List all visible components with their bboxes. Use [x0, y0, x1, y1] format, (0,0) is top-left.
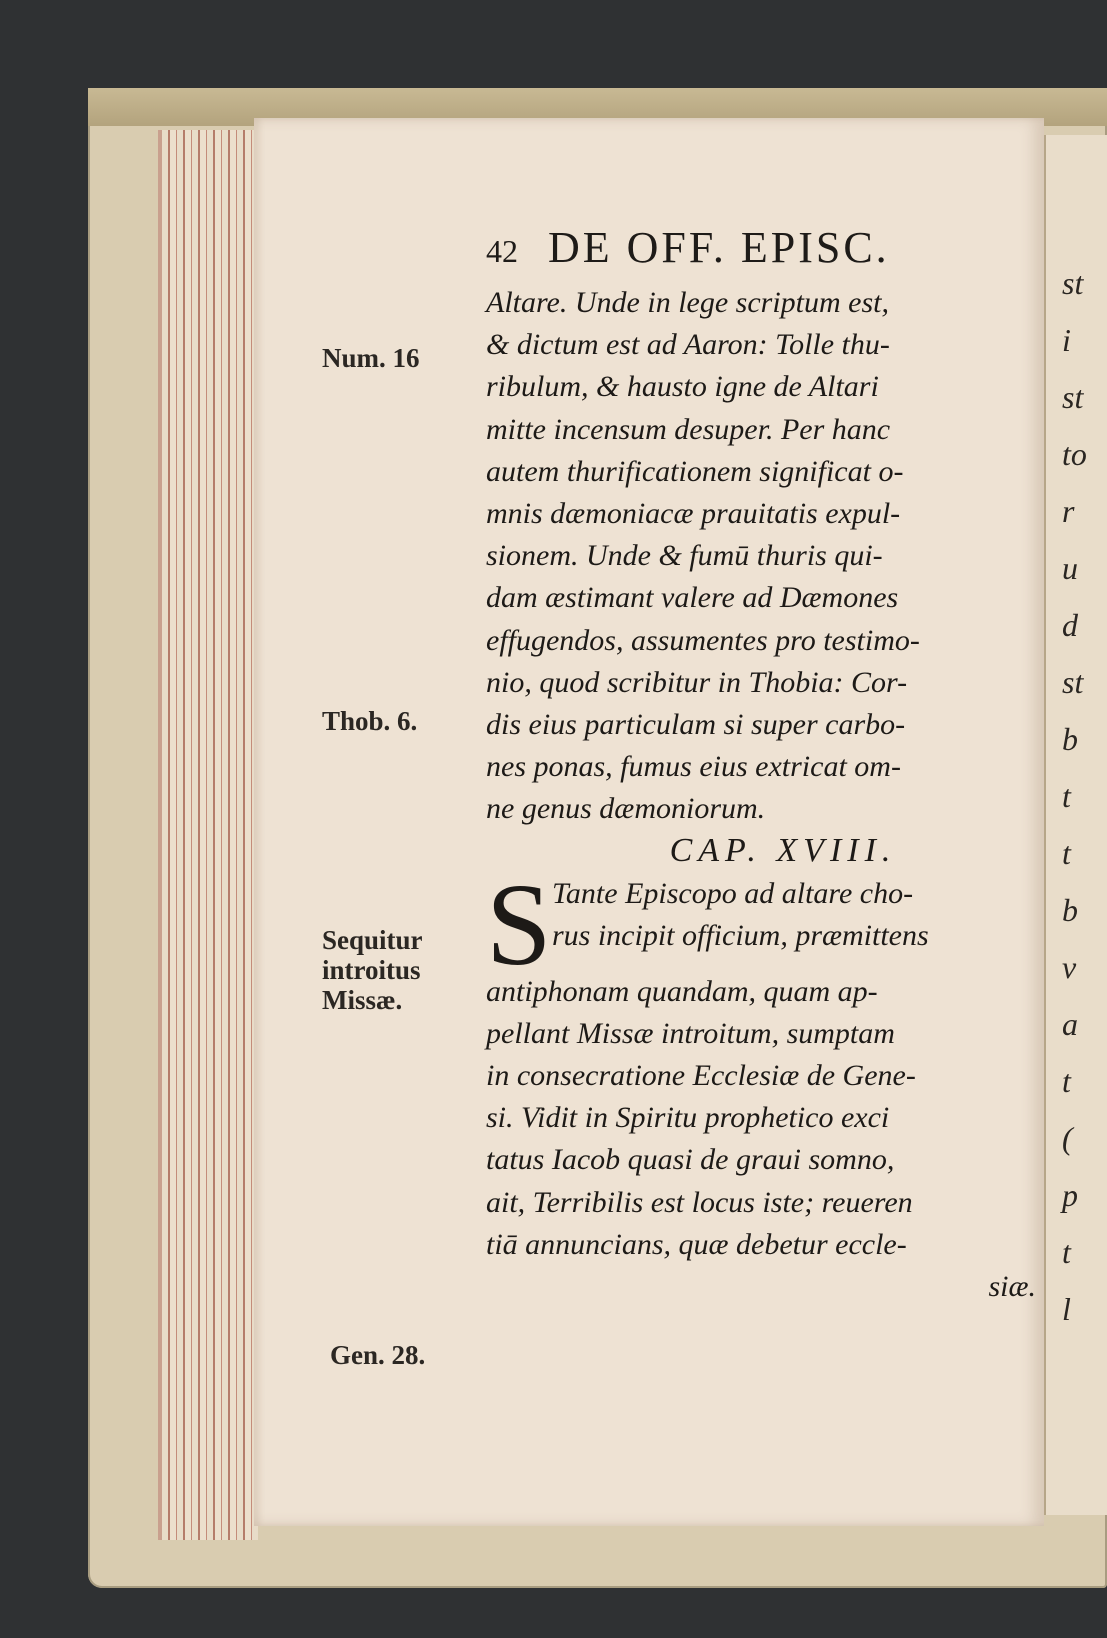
- page-edges: [158, 130, 258, 1540]
- margin-note-gen: Gen. 28.: [330, 1340, 426, 1370]
- facing-page-fragment: st: [1062, 379, 1084, 415]
- chapter-opening: [486, 858, 1040, 990]
- text-line: nio, quod scribitur in Thobia: Cor-: [486, 665, 908, 699]
- text-line: & dictum est ad Aaron: Tolle thu-: [486, 328, 890, 362]
- facing-page-edge: [1044, 135, 1107, 1515]
- text-line: Altare. Unde in lege scriptum est,: [486, 286, 889, 319]
- facing-page-fragment: a: [1062, 1006, 1078, 1042]
- facing-page-fragment: t: [1062, 1234, 1071, 1270]
- facing-page-fragment: (: [1062, 1120, 1073, 1156]
- facing-page-fragment: to: [1062, 436, 1087, 472]
- text-line: tatus Iacob quasi de graui somno,: [486, 1143, 895, 1177]
- facing-page-fragment: r: [1062, 493, 1075, 529]
- facing-page-fragment: d: [1062, 607, 1078, 643]
- text-line: dam æstimant valere ad Dæmones: [486, 581, 899, 615]
- text-line: mitte incensum desuper. Per hanc: [486, 412, 891, 446]
- text-line: tiā annuncians, quæ debetur eccle-: [486, 1227, 907, 1261]
- text-line: in consecratione Ecclesiæ de Gene-: [486, 1059, 916, 1092]
- page-body-text: [486, 282, 1040, 1308]
- text-line: sionem. Unde & fumū thuris qui-: [486, 539, 883, 573]
- facing-page-fragment: i: [1062, 322, 1071, 358]
- running-header: [486, 222, 1006, 282]
- facing-page-fragment: b: [1062, 892, 1078, 928]
- running-title: DE OFF. EPISC.: [548, 223, 890, 272]
- margin-note-thob: Thob. 6.: [322, 706, 418, 736]
- facing-page-fragment: p: [1062, 1177, 1078, 1213]
- text-line: rus incipit officium, præmittens: [552, 918, 929, 952]
- margin-note-sequitur: Sequitur introitus Missæ.: [322, 925, 423, 1015]
- facing-page-fragment: st: [1062, 265, 1084, 301]
- text-line: mnis dæmoniacæ prauitatis expul-: [486, 496, 901, 530]
- text-line: si. Vidit in Spiritu prophetico exci: [486, 1101, 890, 1135]
- facing-page-fragment: v: [1062, 949, 1077, 985]
- facing-page-fragment: t: [1062, 1063, 1071, 1099]
- text-line: ne genus dæmoniorum.: [486, 792, 766, 826]
- chapter-heading: CAP. XVIII.: [669, 832, 897, 870]
- facing-page-fragment: b: [1062, 721, 1078, 757]
- facing-page-fragment: u: [1062, 550, 1078, 586]
- paragraph-before: [486, 282, 1040, 830]
- text-line: Tante Episcopo ad altare cho-: [552, 876, 914, 910]
- facing-page-fragment: t: [1062, 778, 1071, 814]
- text-line: autem thurificationem significat o-: [486, 454, 904, 488]
- text-line: nes ponas, fumus eius extricat om-: [486, 750, 901, 784]
- facing-page-fragment: l: [1062, 1291, 1071, 1327]
- paragraph-after: [486, 971, 1040, 1309]
- text-line: ait, Terribilis est locus iste; reueren: [486, 1185, 913, 1219]
- catchword-line: siæ.: [988, 1269, 1036, 1303]
- facing-page-fragment: st: [1062, 664, 1084, 700]
- margin-note-num: Num. 16: [322, 343, 420, 373]
- text-line: antiphonam quandam, quam ap-: [486, 974, 878, 1008]
- text-line: ribulum, & hausto igne de Altari: [486, 370, 879, 404]
- text-line: effugendos, assumentes pro testimo-: [486, 623, 920, 657]
- drop-cap: S: [486, 858, 552, 990]
- text-line: pellant Missæ introitum, sumptam: [486, 1016, 895, 1050]
- text-line: dis eius particulam si super carbo-: [486, 707, 906, 741]
- facing-page-fragment: t: [1062, 835, 1071, 871]
- page-number: 42: [486, 233, 518, 269]
